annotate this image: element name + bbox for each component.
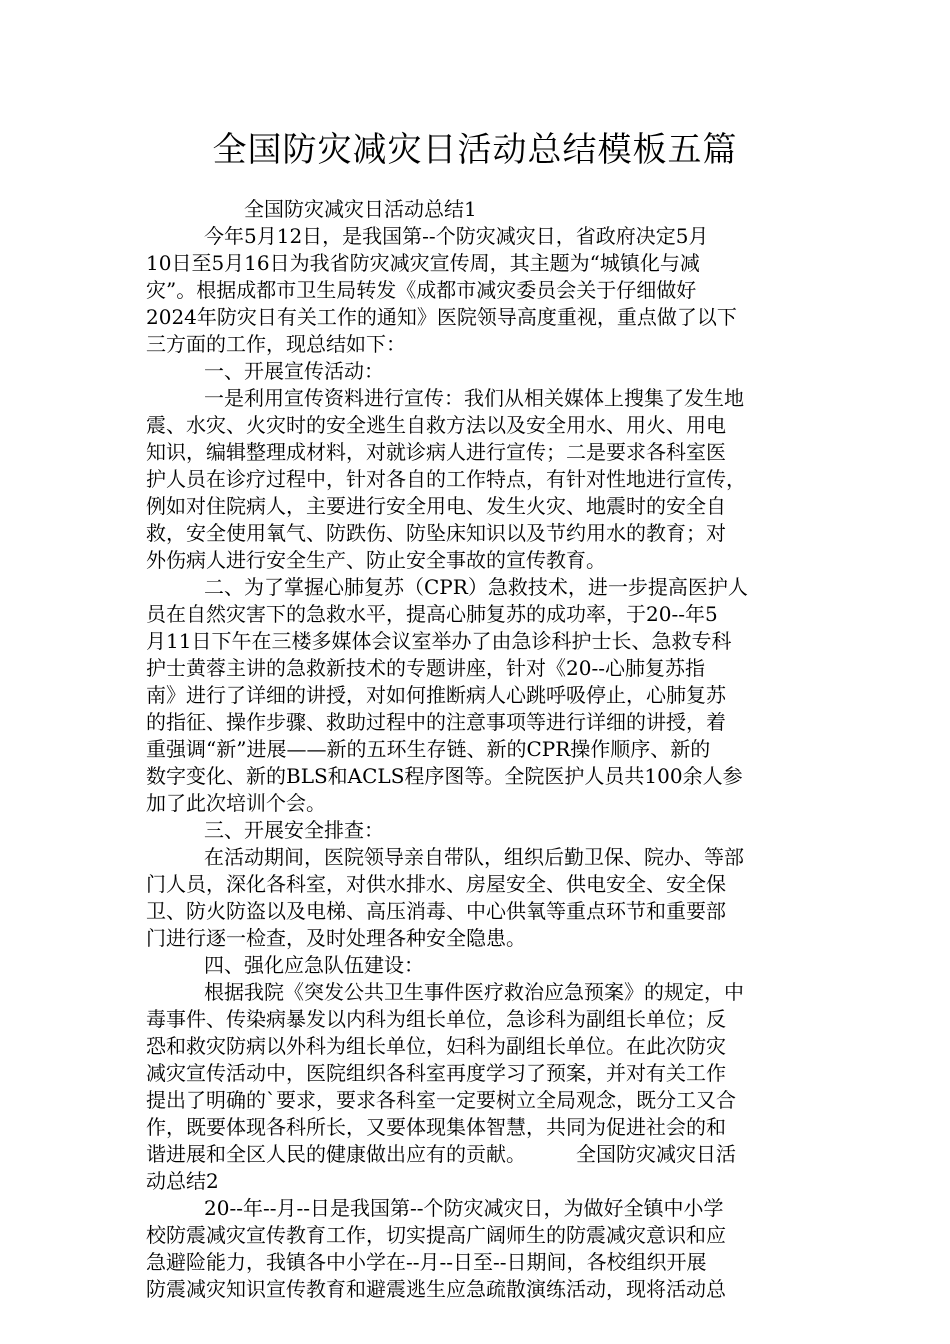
document-title: 全国防灾减灾日活动总结模板五篇: [212, 130, 738, 170]
paragraph-line: 护士黄蓉主讲的急救新技术的专题讲座，针对《20--心肺复苏指: [146, 656, 705, 680]
paragraph-line: 救，安全使用氧气、防跌伤、防坠床知识以及节约用水的教育；对: [146, 521, 726, 545]
paragraph-line: 重强调“新”进展——新的五环生存链、新的CPR操作顺序、新的: [146, 737, 711, 761]
paragraph-line: 卫、防火防盗以及电梯、高压消毒、中心供氧等重点环节和重要部: [146, 899, 726, 923]
section-heading: 全国防灾减灾日活动总结1: [244, 197, 477, 221]
paragraph-line: 护人员在诊疗过程中，针对各自的工作特点，有针对性地进行宣传，: [146, 467, 746, 491]
paragraph-line: 外伤病人进行安全生产、防止安全事故的宣传教育。: [146, 548, 606, 572]
paragraph-line: 员在自然灾害下的急救水平，提高心肺复苏的成功率，于20--年5: [146, 602, 718, 626]
paragraph-line: 二、为了掌握心肺复苏（CPR）急救技术，进一步提高医护人: [204, 575, 748, 599]
paragraph-line: 今年5月12日，是我国第--个防灾减灾日，省政府决定5月: [204, 224, 709, 248]
paragraph-line: 南》进行了详细的讲授，对如何推断病人心跳呼吸停止，心肺复苏: [146, 683, 726, 707]
paragraph-line: 知识，编辑整理成材料，对就诊病人进行宣传；二是要求各科室医: [146, 440, 726, 464]
paragraph-line: 根据我院《突发公共卫生事件医疗救治应急预案》的规定，中: [204, 980, 744, 1004]
paragraph-line: 三方面的工作，现总结如下：: [146, 332, 406, 356]
paragraph-line: 急避险能力，我镇各中小学在--月--日至--日期间，各校组织开展: [146, 1250, 707, 1274]
paragraph-line: 灾”。根据成都市卫生局转发《成都市减灾委员会关于仔细做好: [146, 278, 697, 302]
paragraph-line: 震、水灾、火灾时的安全逃生自救方法以及安全用水、用火、用电: [146, 413, 726, 437]
section-heading: 四、强化应急队伍建设：: [204, 953, 424, 977]
paragraph-line: 月11日下午在三楼多媒体会议室举办了由急诊科护士长、急救专科: [146, 629, 732, 653]
paragraph-line: 在活动期间，医院领导亲自带队，组织后勤卫保、院办、等部: [204, 845, 744, 869]
section-heading: 三、开展安全排查：: [204, 818, 384, 842]
section-heading: 一、开展宣传活动：: [204, 359, 384, 383]
paragraph-line: 一是利用宣传资料进行宣传：我们从相关媒体上搜集了发生地: [204, 386, 744, 410]
paragraph-line: 毒事件、传染病暴发以内科为组长单位，急诊科为副组长单位；反: [146, 1007, 726, 1031]
paragraph-line: 作，既要体现各科所长，又要体现集体智慧，共同为促进社会的和: [146, 1115, 726, 1139]
paragraph-line: 门进行逐一检查，及时处理各种安全隐患。: [146, 926, 526, 950]
paragraph-line: 提出了明确的`要求，要求各科室一定要树立全局观念，既分工又合: [146, 1088, 736, 1112]
paragraph-line: 2024年防灾日有关工作的通知》医院领导高度重视，重点做了以下: [146, 305, 737, 329]
paragraph-line: 20--年--月--日是我国第--个防灾减灾日，为做好全镇中小学: [204, 1196, 724, 1220]
paragraph-line: 的指征、操作步骤、救助过程中的注意事项等进行详细的讲授，着: [146, 710, 726, 734]
document-body: [146, 196, 826, 1303]
paragraph-line: 校防震减灾宣传教育工作，切实提高广阔师生的防震减灾意识和应: [146, 1223, 726, 1247]
paragraph-line: 例如对住院病人，主要进行安全用电、发生火灾、地震时的安全自: [146, 494, 726, 518]
paragraph-line: 恐和救灾防病以外科为组长单位，妇科为副组长单位。在此次防灾: [146, 1034, 726, 1058]
paragraph-line: 门人员，深化各科室，对供水排水、房屋安全、供电安全、安全保: [146, 872, 726, 896]
paragraph-line: 10日至5月16日为我省防灾减灾宣传周，其主题为“城镇化与减: [146, 251, 700, 275]
paragraph-line: 数字变化、新的BLS和ACLS程序图等。全院医护人员共100余人参: [146, 764, 743, 788]
paragraph-line: 加了此次培训个会。: [146, 791, 326, 815]
paragraph-line: 减灾宣传活动中，医院组织各科室再度学习了预案，并对有关工作: [146, 1061, 726, 1085]
paragraph-line: 防震减灾知识宣传教育和避震逃生应急疏散演练活动，现将活动总: [146, 1277, 726, 1301]
section-heading: 动总结2: [146, 1169, 219, 1193]
paragraph-line: 谐进展和全区人民的健康做出应有的贡献。 全国防灾减灾日活: [146, 1142, 736, 1166]
